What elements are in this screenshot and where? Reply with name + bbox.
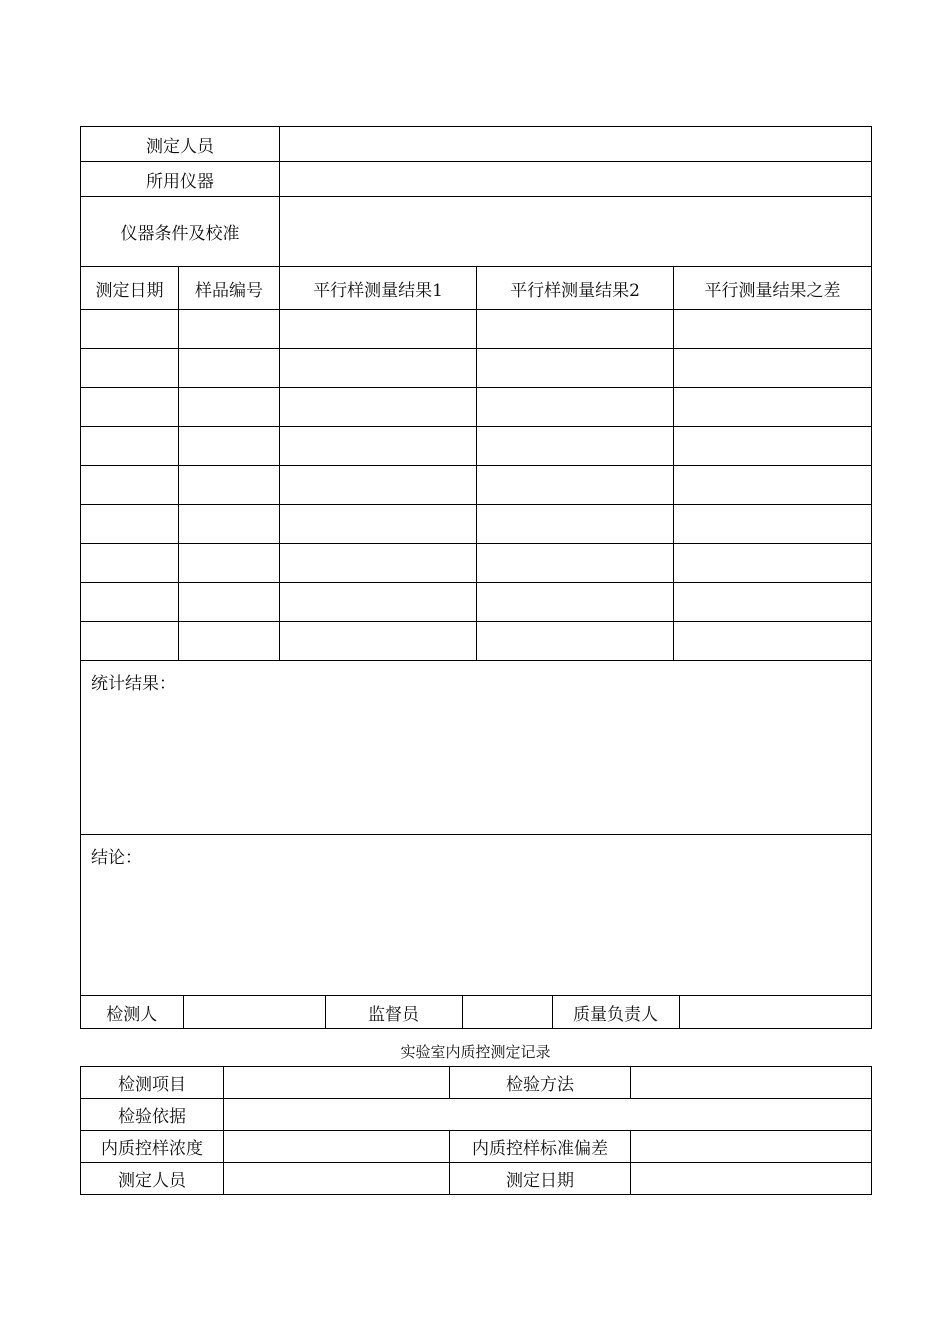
data-cell[interactable] — [674, 388, 872, 427]
supervisor-signature-cell[interactable] — [462, 996, 552, 1028]
data-cell[interactable] — [179, 388, 280, 427]
test-basis-label: 检验依据 — [81, 1099, 224, 1131]
data-cell[interactable] — [674, 466, 872, 505]
qc-std-dev-value-cell[interactable] — [631, 1131, 872, 1163]
data-cell[interactable] — [280, 349, 477, 388]
instrument-label: 所用仪器 — [81, 162, 280, 197]
statistics-label: 统计结果： — [91, 674, 176, 694]
table-row — [81, 622, 872, 661]
data-cell[interactable] — [477, 505, 674, 544]
signature-row — [81, 996, 872, 1028]
quality-manager-label: 质量负责人 — [552, 996, 679, 1028]
condition-label: 仪器条件及校准 — [81, 197, 280, 267]
table-row — [81, 310, 872, 349]
person-value-cell[interactable] — [280, 127, 872, 162]
internal-qc-record-table — [80, 1066, 872, 1195]
parallel-sample-record-table — [80, 126, 872, 1029]
data-cell[interactable] — [477, 466, 674, 505]
condition-value-cell[interactable] — [280, 197, 872, 267]
test-basis-value-cell[interactable] — [224, 1099, 872, 1131]
qc-date-label: 测定日期 — [450, 1163, 631, 1195]
table-row — [81, 544, 872, 583]
data-cell[interactable] — [81, 310, 179, 349]
data-cell[interactable] — [477, 310, 674, 349]
data-cell[interactable] — [81, 388, 179, 427]
test-item-value-cell[interactable] — [224, 1067, 450, 1099]
data-cell[interactable] — [280, 427, 477, 466]
data-cell[interactable] — [477, 349, 674, 388]
table-row — [81, 466, 872, 505]
column-header-result-1: 平行样测量结果1 — [280, 267, 477, 310]
qc-date-value-cell[interactable] — [631, 1163, 872, 1195]
data-cell[interactable] — [179, 427, 280, 466]
column-header-difference: 平行测量结果之差 — [674, 267, 872, 310]
data-cell[interactable] — [81, 622, 179, 661]
data-cell[interactable] — [179, 349, 280, 388]
qc-person-label: 测定人员 — [81, 1163, 224, 1195]
data-cell[interactable] — [179, 505, 280, 544]
data-cell[interactable] — [280, 388, 477, 427]
qc-std-dev-label: 内质控样标准偏差 — [450, 1131, 631, 1163]
data-cell[interactable] — [81, 583, 179, 622]
data-cell[interactable] — [280, 505, 477, 544]
data-cell[interactable] — [477, 622, 674, 661]
data-cell[interactable] — [280, 544, 477, 583]
data-cell[interactable] — [674, 544, 872, 583]
data-cell[interactable] — [674, 427, 872, 466]
data-cell[interactable] — [674, 505, 872, 544]
table-row — [81, 388, 872, 427]
data-cell[interactable] — [81, 505, 179, 544]
column-header-sample-id: 样品编号 — [179, 267, 280, 310]
data-cell[interactable] — [81, 466, 179, 505]
tester-signature-cell[interactable] — [183, 996, 325, 1028]
data-cell[interactable] — [179, 310, 280, 349]
data-cell[interactable] — [179, 466, 280, 505]
data-cell[interactable] — [477, 544, 674, 583]
data-cell[interactable] — [280, 583, 477, 622]
data-cell[interactable] — [674, 310, 872, 349]
data-cell[interactable] — [179, 622, 280, 661]
table-row — [81, 505, 872, 544]
table-row — [81, 427, 872, 466]
conclusion-section[interactable] — [81, 835, 872, 996]
data-cell[interactable] — [674, 622, 872, 661]
test-method-label: 检验方法 — [450, 1067, 631, 1099]
qc-record-title: 实验室内质控测定记录 — [400, 1043, 551, 1061]
instrument-value-cell[interactable] — [280, 162, 872, 197]
data-cell[interactable] — [477, 388, 674, 427]
data-cell[interactable] — [674, 349, 872, 388]
column-header-date: 测定日期 — [81, 267, 179, 310]
column-header-result-2: 平行样测量结果2 — [477, 267, 674, 310]
qc-concentration-label: 内质控样浓度 — [81, 1131, 224, 1163]
table-row — [81, 349, 872, 388]
data-cell[interactable] — [477, 427, 674, 466]
data-cell[interactable] — [81, 544, 179, 583]
test-item-label: 检测项目 — [81, 1067, 224, 1099]
data-cell[interactable] — [179, 583, 280, 622]
test-method-value-cell[interactable] — [631, 1067, 872, 1099]
data-cell[interactable] — [179, 544, 280, 583]
conclusion-label: 结论： — [91, 848, 142, 868]
table-row — [81, 583, 872, 622]
quality-manager-signature-cell[interactable] — [679, 996, 872, 1028]
data-cell[interactable] — [280, 310, 477, 349]
data-cell[interactable] — [280, 466, 477, 505]
person-label: 测定人员 — [81, 127, 280, 162]
data-cell[interactable] — [81, 349, 179, 388]
data-cell[interactable] — [477, 583, 674, 622]
supervisor-label: 监督员 — [325, 996, 462, 1028]
data-cell[interactable] — [280, 622, 477, 661]
tester-label: 检测人 — [81, 996, 183, 1028]
data-cell[interactable] — [674, 583, 872, 622]
data-cell[interactable] — [81, 427, 179, 466]
qc-person-value-cell[interactable] — [224, 1163, 450, 1195]
statistics-section[interactable] — [81, 661, 872, 835]
qc-concentration-value-cell[interactable] — [224, 1131, 450, 1163]
